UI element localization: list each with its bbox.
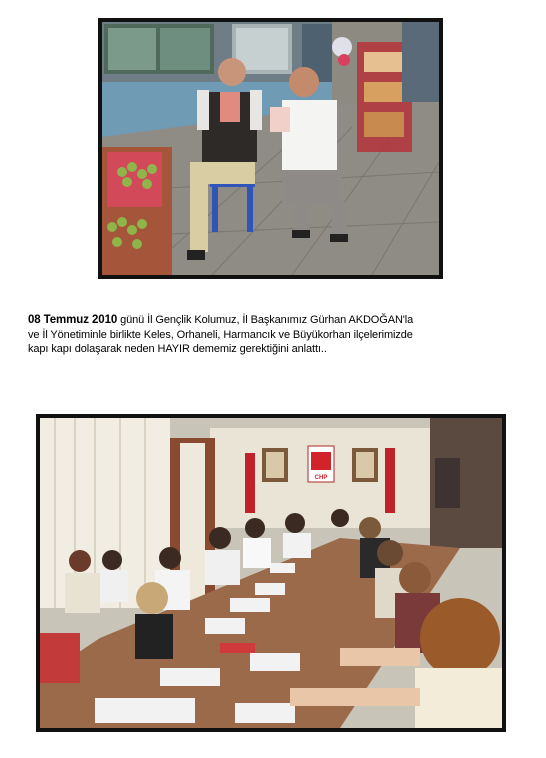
caption-line-3: kapı kapı dolaşarak neden HAYIR dememiz gerektiğini anlattı.. (28, 343, 327, 355)
caption-text (28, 313, 528, 357)
caption-line-1-rest: günü İl Gençlik Kolumuz, İl Başkanımız Gürhan AKDOĞAN'la (117, 314, 414, 326)
meeting-photo (36, 414, 506, 732)
meeting-image (40, 418, 502, 728)
caption-date: 08 Temmuz 2010 (28, 314, 118, 326)
chp-logo-text: CHP (314, 475, 328, 481)
street-campaign-image (102, 22, 439, 275)
caption-line-2: ve İl Yönetiminle birlikte Keles, Orhaneli, Harmancık ve Büyükorhan ilçelerimizde (28, 328, 413, 341)
street-campaign-photo (98, 18, 443, 279)
caption-line-1 (28, 313, 528, 328)
